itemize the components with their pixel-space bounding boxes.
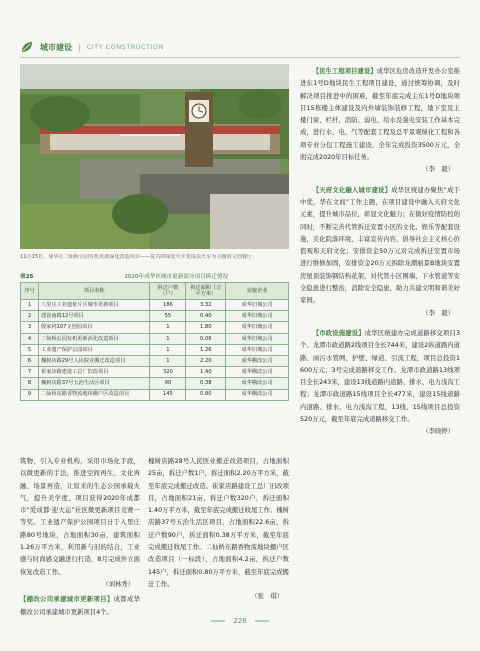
column-3 bbox=[300, 66, 460, 439]
paragraph: 槐树店路28号人民医业搬迁改造项目，占地面积25亩，拆迁户数1户，拆迁面积2.20万平方米，截至年底完成搬迁改造。崔家店路建设工总厂旧改项目，占地面积21亩，拆迁户数320户，拆迁面积1.40万平方米，截至年底完成搬迁收尾工作。槐树店路37号五治生活区项目，占地面积22.6亩，拆迁户数90户，拆迁面积0.38万平方米，截至年底完成搬迁收尾工作。二仙桥东路香物流地块棚户区改造项目（一标段），占地面积4.2亩，拆迁户数145户，拆迁面积0.80万平方米，截至年底完成搬迁工作。 bbox=[148, 458, 290, 588]
table-cell: 3.32 bbox=[186, 300, 226, 311]
paragraph-text: 成华区统建办完成道路移交项目3个。龙潭市政道路2线项目全长744米，建设2纵道路内道路、雨污水管网、护壁、绿道、引流工程，项目总投资1 600万元；3号完成道路移交工作。龙潭市政道路13线项目全长243米，建设13线道路内道路、排水、电力浅沟工程；龙潭市政道路15线项目全长477米，建设15线道路内道路、排水、电力浅沟工程，13线、15线项目总投资520万元，截至年底完成道路移交工作。 bbox=[300, 329, 460, 424]
footer-rule-right bbox=[255, 620, 269, 622]
table-row bbox=[21, 389, 289, 400]
header-separator: | bbox=[78, 42, 81, 52]
table-number: 表25 bbox=[20, 274, 34, 280]
table-cell: 4 bbox=[21, 333, 39, 344]
header-cell: 序号 bbox=[21, 283, 39, 300]
photo-caption: 11月15日，成华区二仙桥公园有机更新深化改造项目——复古的绿皮火车变成以火车为主题的文创餐厅 bbox=[20, 254, 252, 260]
paragraph bbox=[300, 328, 460, 426]
section-title: 城市建设 bbox=[40, 42, 72, 52]
section-tag: 【民生工程项目建设】 bbox=[312, 68, 377, 75]
table-cell: 0.80 bbox=[186, 389, 226, 400]
page-header bbox=[20, 38, 460, 56]
table-cell: 1 bbox=[150, 333, 186, 344]
table-heading bbox=[20, 270, 289, 282]
page-footer bbox=[0, 617, 480, 625]
table-cell: 6 bbox=[21, 355, 39, 366]
table-cell: 建设南路12号项目 bbox=[38, 311, 150, 322]
column-2 bbox=[148, 456, 289, 604]
section-tag: 【天府文化融入城市建设】 bbox=[312, 186, 392, 194]
table-row bbox=[21, 367, 289, 378]
paragraph-text: 成都成华棚改公司承建城市更新项目4个。 bbox=[20, 596, 140, 616]
table-row bbox=[21, 333, 289, 344]
table-cell: 9 bbox=[21, 389, 39, 400]
header-rule bbox=[20, 57, 460, 58]
paragraph bbox=[300, 185, 460, 308]
table-cell: 1.40 bbox=[186, 367, 226, 378]
table-cell: 320 bbox=[150, 367, 186, 378]
table-grid bbox=[20, 282, 289, 401]
table-cell: 二仙桥公园有机更新活化改造项目 bbox=[38, 333, 150, 344]
paragraph bbox=[20, 594, 140, 619]
table-title: 2020年成华区城市更新部分项目拆迁情况 bbox=[124, 274, 229, 280]
header-cell: 拆迁面积（万平方米） bbox=[186, 283, 226, 300]
table-cell: 1 bbox=[150, 322, 186, 333]
table-cell: 2.20 bbox=[186, 355, 226, 366]
table-cell: 成华旧城公司 bbox=[226, 322, 289, 333]
table-cell: 工业遗产保护公园项目 bbox=[38, 344, 150, 355]
table-cell: 殷家祠107文创园项目 bbox=[38, 322, 150, 333]
table-row bbox=[21, 311, 289, 322]
table-cell: 八里庄工业遗址片区城市更新项目 bbox=[38, 300, 150, 311]
section-tag: 【棚改公司承建城市更新项目】 bbox=[20, 596, 114, 604]
header-cell: 实施企业 bbox=[226, 283, 289, 300]
paragraph-text: 成华区统建办聚焦“成于中优，华在文商”工作主题，在项目建设中融入天府文化元素，提升城市品位，彰显文化魅力；在做好疫情防控的同时，不断完善代管拆迁安置小区的文化、娱乐等配套设施，美化院落环境，丰富宣传内容，倡导社会主义核心价值观和天府文化；安排资金50万元对完成拆迁安置市场进行维修加固，安排资金20万元拆除龙潮丽景B地块安置房屋顶装饰钢结构花架，对代管小区围墙、下水管道等安全隐患进行整治，消除安全隐患，助力共建文明和谐美好家园。 bbox=[300, 186, 460, 305]
author: （李 毅） bbox=[422, 166, 454, 174]
table-cell: 1.26 bbox=[186, 344, 226, 355]
table-cell: 成华棚改公司 bbox=[226, 389, 289, 400]
table-row bbox=[21, 300, 289, 311]
footer-rule-left bbox=[211, 620, 225, 622]
table-cell: 1 bbox=[150, 344, 186, 355]
table-cell: 崔家店路建设工总厂旧改项目 bbox=[38, 367, 150, 378]
table-cell: 成华棚改公司 bbox=[226, 378, 289, 389]
table-cell: 90 bbox=[150, 378, 186, 389]
table-cell: 成华棚改公司 bbox=[226, 355, 289, 366]
table-cell: 1.80 bbox=[186, 322, 226, 333]
table-cell: 1 bbox=[150, 355, 186, 366]
table-cell: 成华棚改公司 bbox=[226, 367, 289, 378]
paragraph bbox=[300, 66, 460, 164]
author: （刘林秀） bbox=[102, 580, 134, 588]
table-row bbox=[21, 378, 289, 389]
section-title-en: CITY CONSTRUCTION bbox=[86, 43, 164, 51]
section-tag: 【市政设施建设】 bbox=[312, 329, 365, 337]
table-cell: 5 bbox=[21, 344, 39, 355]
paragraph-text: 成华区危房改造开发办公室推进东1号D地块民生工程项目建设，通过统筹协调，及时解决项目推进中的困难，截至年底完成主东1号D地块项目15栋楼主体建设及内外墙装饰装修工程，地下室及主楼门窗、栏杆、消防、弱电、给水及强电安装工作基本完成，进行水、电、气等配套工程及总平景观绿化工程和各项专业分包工程施工建设，全年完成投资3500万元，全面完成2020年目标任务。 bbox=[300, 68, 460, 162]
table-cell: 55 bbox=[150, 311, 186, 322]
table-cell: 二仙桥东路香物流地块棚户区改造项目 bbox=[38, 389, 150, 400]
table-cell: 成华旧城公司 bbox=[226, 344, 289, 355]
table-cell: 3 bbox=[21, 322, 39, 333]
paragraph: 筑物，引入专业机构，采用市场化手段，以微更新的手法，推进空间再生、文化再融、场景再造，让原来的生态公园承载火气，提升美学度，项目获得2020年成都市“爱成都·迎大运”社区微更新项目竞赛一等奖。工业遗产保护公园项目日于入里庄路80号地块，占地面积30亩，建筑面积1.26万平方米，利用新与旧的结合，工业感与时尚感交融进行打造，8月完成外立面恢复改造工作。 bbox=[20, 458, 140, 576]
table-cell: 成华旧城公司 bbox=[226, 300, 289, 311]
table-cell: 0.40 bbox=[186, 311, 226, 322]
page-number: 226 bbox=[233, 617, 247, 625]
table-cell: 0.38 bbox=[186, 378, 226, 389]
table-cell: 8 bbox=[21, 378, 39, 389]
park-photo bbox=[20, 64, 289, 249]
table-cell: 7 bbox=[21, 367, 39, 378]
table-cell: 2 bbox=[21, 311, 39, 322]
header-cell: 拆迁户数（户） bbox=[150, 283, 186, 300]
table-row bbox=[21, 355, 289, 366]
table-row bbox=[21, 322, 289, 333]
author: （李 毅） bbox=[422, 309, 454, 317]
table-row bbox=[21, 344, 289, 355]
table-cell: 145 bbox=[150, 389, 186, 400]
author: （李晓婷） bbox=[422, 428, 454, 436]
demolition-table bbox=[20, 270, 289, 401]
table-cell: 槐树店路29号人民院业搬迁改造项目 bbox=[38, 355, 150, 366]
table-cell: 186 bbox=[150, 300, 186, 311]
table-cell: 槐树店路37号五治生活区项目 bbox=[38, 378, 150, 389]
table-cell: 成华旧城公司 bbox=[226, 311, 289, 322]
table-cell: 0.06 bbox=[186, 333, 226, 344]
author: （张 琪） bbox=[251, 593, 283, 601]
header-cell: 项目名称 bbox=[38, 283, 150, 300]
leaf-logo-icon bbox=[20, 40, 34, 54]
table-header-row bbox=[21, 283, 289, 300]
table-cell: 成华旧城公司 bbox=[226, 333, 289, 344]
table-cell: 1 bbox=[21, 300, 39, 311]
column-1 bbox=[20, 456, 140, 619]
